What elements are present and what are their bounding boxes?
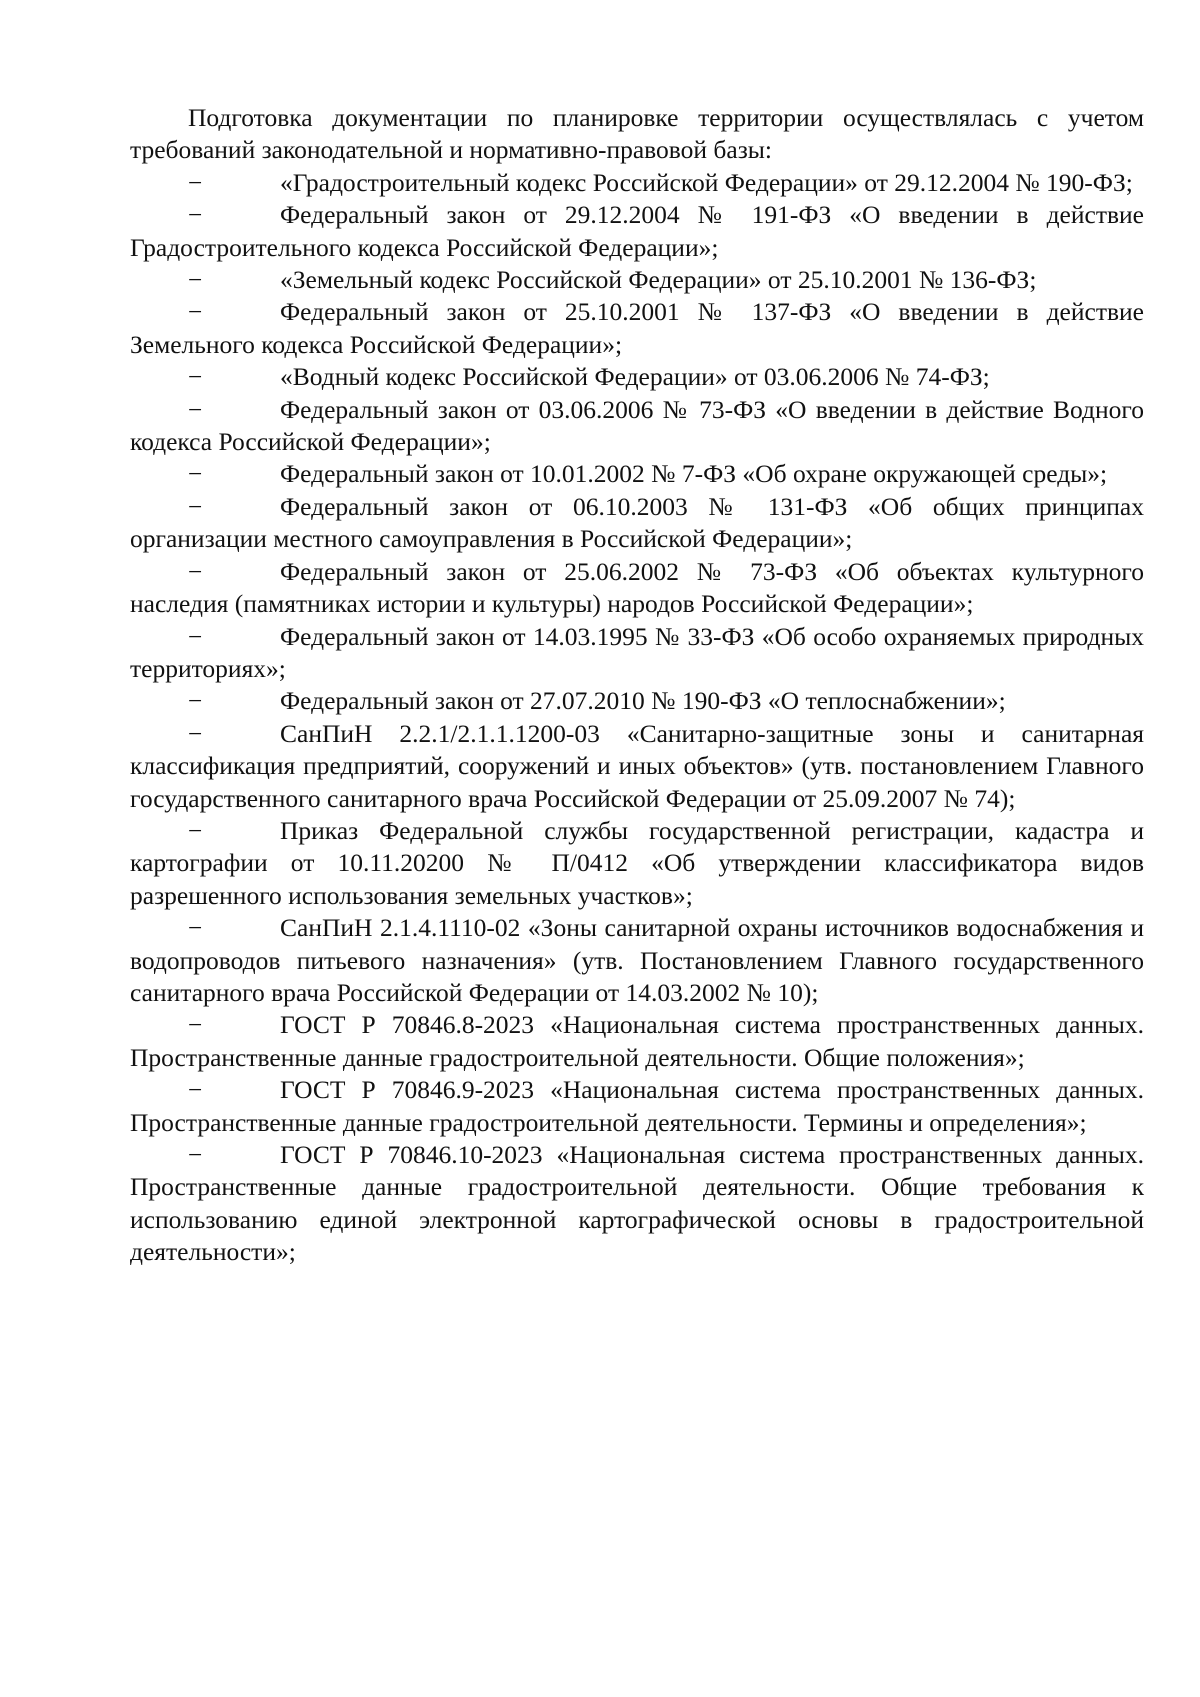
list-item-text: Федеральный закон от 25.06.2002 № 73-ФЗ «Об объектах культурного наследия (памятниках истории и культуры) народов Российской Федерации»; — [130, 556, 1144, 619]
list-item — [130, 912, 1144, 1009]
bullet-dash: − — [188, 297, 203, 327]
list-item-text: «Земельный кодекс Российской Федерации» от 25.10.2001 № 136-ФЗ; — [280, 265, 1037, 295]
list-item-text: Федеральный закон от 14.03.1995 № 33-ФЗ «Об особо охраняемых природных территориях»; — [130, 621, 1144, 683]
list-item-text: СанПиН 2.2.1/2.1.1.1200-03 «Санитарно-защитные зоны и санитарная классификация предприятий, сооружений и иных объектов» (утв. постановлением Главного государственного санитарного врача Российской Федерации от 25.09.2007 № 74); — [130, 718, 1144, 813]
bullet-dash: − — [188, 362, 203, 392]
bullet-dash: − — [188, 913, 203, 943]
list-item-text: СанПиН 2.1.4.1110-02 «Зоны санитарной охраны источников водоснабжения и водопроводов питьевого назначения» (утв. Постановлением Главного государственного санитарного врача Российской Федерации от 14.03.2002 № 10); — [130, 913, 1144, 1007]
list-item-text: Федеральный закон от 10.01.2002 № 7-ФЗ «Об охране окружающей среды»; — [280, 459, 1108, 489]
bullet-dash: − — [188, 686, 203, 716]
document-body — [130, 102, 1144, 1269]
regulations-list — [130, 167, 1144, 1269]
list-item — [130, 621, 1144, 686]
bullet-dash: − — [188, 1140, 203, 1169]
list-item — [130, 199, 1144, 264]
list-item-text: Федеральный закон от 06.10.2003 № 131-ФЗ «Об общих принципах организации местного самоуправления в Российской Федерации»; — [130, 491, 1144, 554]
list-item — [130, 1139, 1144, 1269]
list-item — [130, 361, 1144, 393]
list-item-text: Федеральный закон от 03.06.2006 № 73-ФЗ «О введении в действие Водного кодекса Российской Федерации»; — [130, 394, 1144, 457]
list-item — [130, 491, 1144, 556]
list-item — [130, 167, 1144, 199]
list-item-text: ГОСТ Р 70846.10-2023 «Национальная система пространственных данных. Пространственные данные градостроительной деятельности. Общие требования к использованию единой электронной картографической основы в градостроительной деятельности»; — [130, 1140, 1144, 1267]
list-item — [130, 815, 1144, 912]
bullet-dash: − — [188, 621, 203, 651]
bullet-dash: − — [188, 815, 203, 845]
list-item — [130, 556, 1144, 621]
list-item — [130, 296, 1144, 361]
list-item — [130, 718, 1144, 815]
bullet-dash: − — [188, 1010, 203, 1040]
bullet-dash: − — [188, 1075, 203, 1105]
list-item-text: ГОСТ Р 70846.9-2023 «Национальная система пространственных данных. Пространственные данные градостроительной деятельности. Термины и определения»; — [130, 1075, 1144, 1137]
list-item — [130, 685, 1144, 717]
bullet-dash: − — [188, 200, 203, 230]
list-item — [130, 264, 1144, 296]
list-item — [130, 394, 1144, 459]
bullet-dash: − — [188, 459, 203, 489]
list-item — [130, 1009, 1144, 1074]
list-item-text: Федеральный закон от 27.07.2010 № 190-ФЗ «О теплоснабжении»; — [280, 686, 1006, 716]
list-item-text: «Водный кодекс Российской Федерации» от 03.06.2006 № 74-ФЗ; — [280, 362, 990, 392]
list-item-text: Федеральный закон от 25.10.2001 № 137-ФЗ «О введении в действие Земельного кодекса Российской Федерации»; — [130, 297, 1144, 359]
bullet-dash: − — [188, 394, 203, 424]
bullet-dash: − — [188, 167, 203, 197]
list-item-text: «Градостроительный кодекс Российской Федерации» от 29.12.2004 № 190-ФЗ; — [280, 167, 1133, 197]
list-item — [130, 458, 1144, 490]
list-item-text: ГОСТ Р 70846.8-2023 «Национальная система пространственных данных. Пространственные данные градостроительной деятельности. Общие положения»; — [130, 1010, 1144, 1072]
bullet-dash: − — [188, 265, 203, 295]
list-item-text: Приказ Федеральной службы государственной регистрации, кадастра и картографии от 10.11.20200 № П/0412 «Об утверждении классификатора видов разрешенного использования земельных участков»; — [130, 815, 1144, 910]
bullet-dash: − — [188, 718, 203, 748]
bullet-dash: − — [188, 491, 203, 521]
list-item-text: Федеральный закон от 29.12.2004 № 191-ФЗ «О введении в действие Градостроительного кодекса Российской Федерации»; — [130, 200, 1144, 262]
intro-paragraph: Подготовка документации по планировке территории осуществлялась с учетом требований законодательной и нормативно-правовой базы: — [130, 103, 1144, 165]
list-item — [130, 1074, 1144, 1139]
bullet-dash: − — [188, 556, 203, 586]
